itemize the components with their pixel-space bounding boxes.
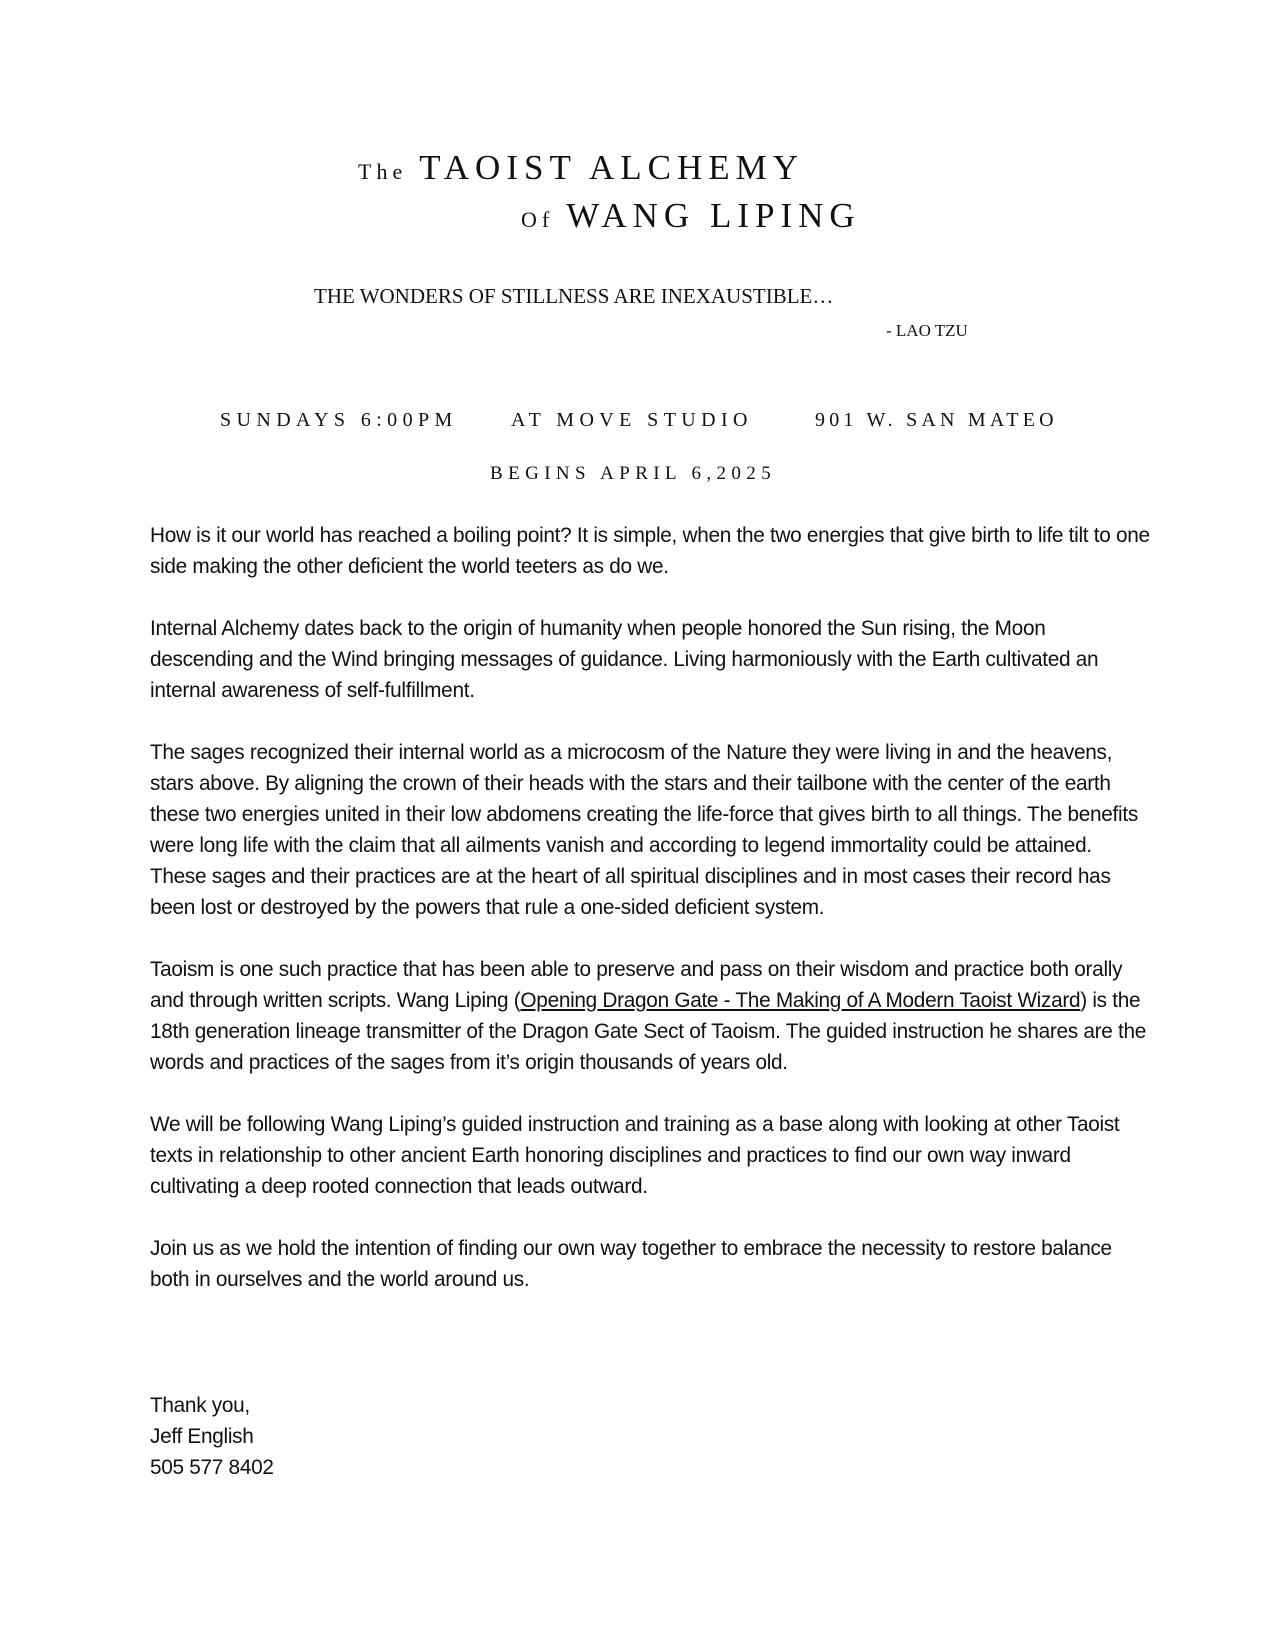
title-taoist-alchemy: TAOIST ALCHEMY [419, 148, 805, 187]
paragraph-4-text-before: Taoism is one such practice that has been able to preserve and pass on their wisdom and practice both orally and through written scripts. Wang Liping ( [150, 958, 1123, 1012]
event-begins-date: BEGINS APRIL 6,2025 [490, 463, 777, 484]
signature-name: Jeff English [150, 1425, 254, 1448]
paragraph-2: Internal Alchemy dates back to the origin of humanity when people honored the Sun rising, the Moon descending and the Wind bringing messages of guidance. Living harmoniously with the Earth cultivated an internal awareness of self-fulfillment. [150, 617, 1099, 702]
title-line-1 [358, 148, 804, 188]
paragraph-4 [150, 954, 1150, 1078]
quote-text: THE WONDERS OF STILLNESS ARE INEXAUSTIBLE… [314, 284, 834, 308]
book-link[interactable]: Opening Dragon Gate - The Making of A Modern Taoist Wizard [520, 989, 1081, 1012]
event-location: AT MOVE STUDIO [511, 409, 753, 431]
event-address: 901 W. SAN MATEO [815, 409, 1058, 431]
title-of: Of [521, 207, 555, 232]
paragraph-5: We will be following Wang Liping’s guided instruction and training as a base along with looking at other Taoist texts in relationship to other ancient Earth honoring disciplines and practices to find our own way inward cultivating a deep rooted connection that leads outward. [150, 1113, 1120, 1198]
body-text [150, 520, 1150, 1326]
event-day-time: SUNDAYS 6:00PM [220, 409, 458, 431]
signature-closing: Thank you, [150, 1394, 250, 1417]
paragraph-4-text-after: ) is the 18th generation lineage transmitter of the Dragon Gate Sect of Taoism. The guided instruction he shares are the words and practices of the sages from it’s origin thousands of years old. [150, 989, 1146, 1074]
paragraph-3: The sages recognized their internal world as a microcosm of the Nature they were living in and the heavens, stars above. By aligning the crown of their heads with the stars and their tailbone with the center of the earth these two energies united in their low abdomens creating the life-force that gives birth to all things. The benefits were long life with the claim that all ailments vanish and according to legend immortality could be attained. These sages and their practices are at the heart of all spiritual disciplines and in most cases their record has been lost or destroyed by the powers that rule a one-sided deficient system. [150, 741, 1138, 919]
signature-phone: 505 577 8402 [150, 1456, 274, 1479]
title-the: The [358, 159, 408, 184]
paragraph-6: Join us as we hold the intention of finding our own way together to embrace the necessity to restore balance both in ourselves and the world around us. [150, 1237, 1112, 1291]
title-wang-liping: WANG LIPING [566, 196, 861, 235]
quote-attribution: - LAO TZU [886, 321, 968, 340]
paragraph-1: How is it our world has reached a boiling point? It is simple, when the two energies that give birth to life tilt to one side making the other deficient the world teeters as do we. [150, 524, 1150, 578]
signature [150, 1390, 274, 1483]
title-line-2 [521, 196, 861, 236]
